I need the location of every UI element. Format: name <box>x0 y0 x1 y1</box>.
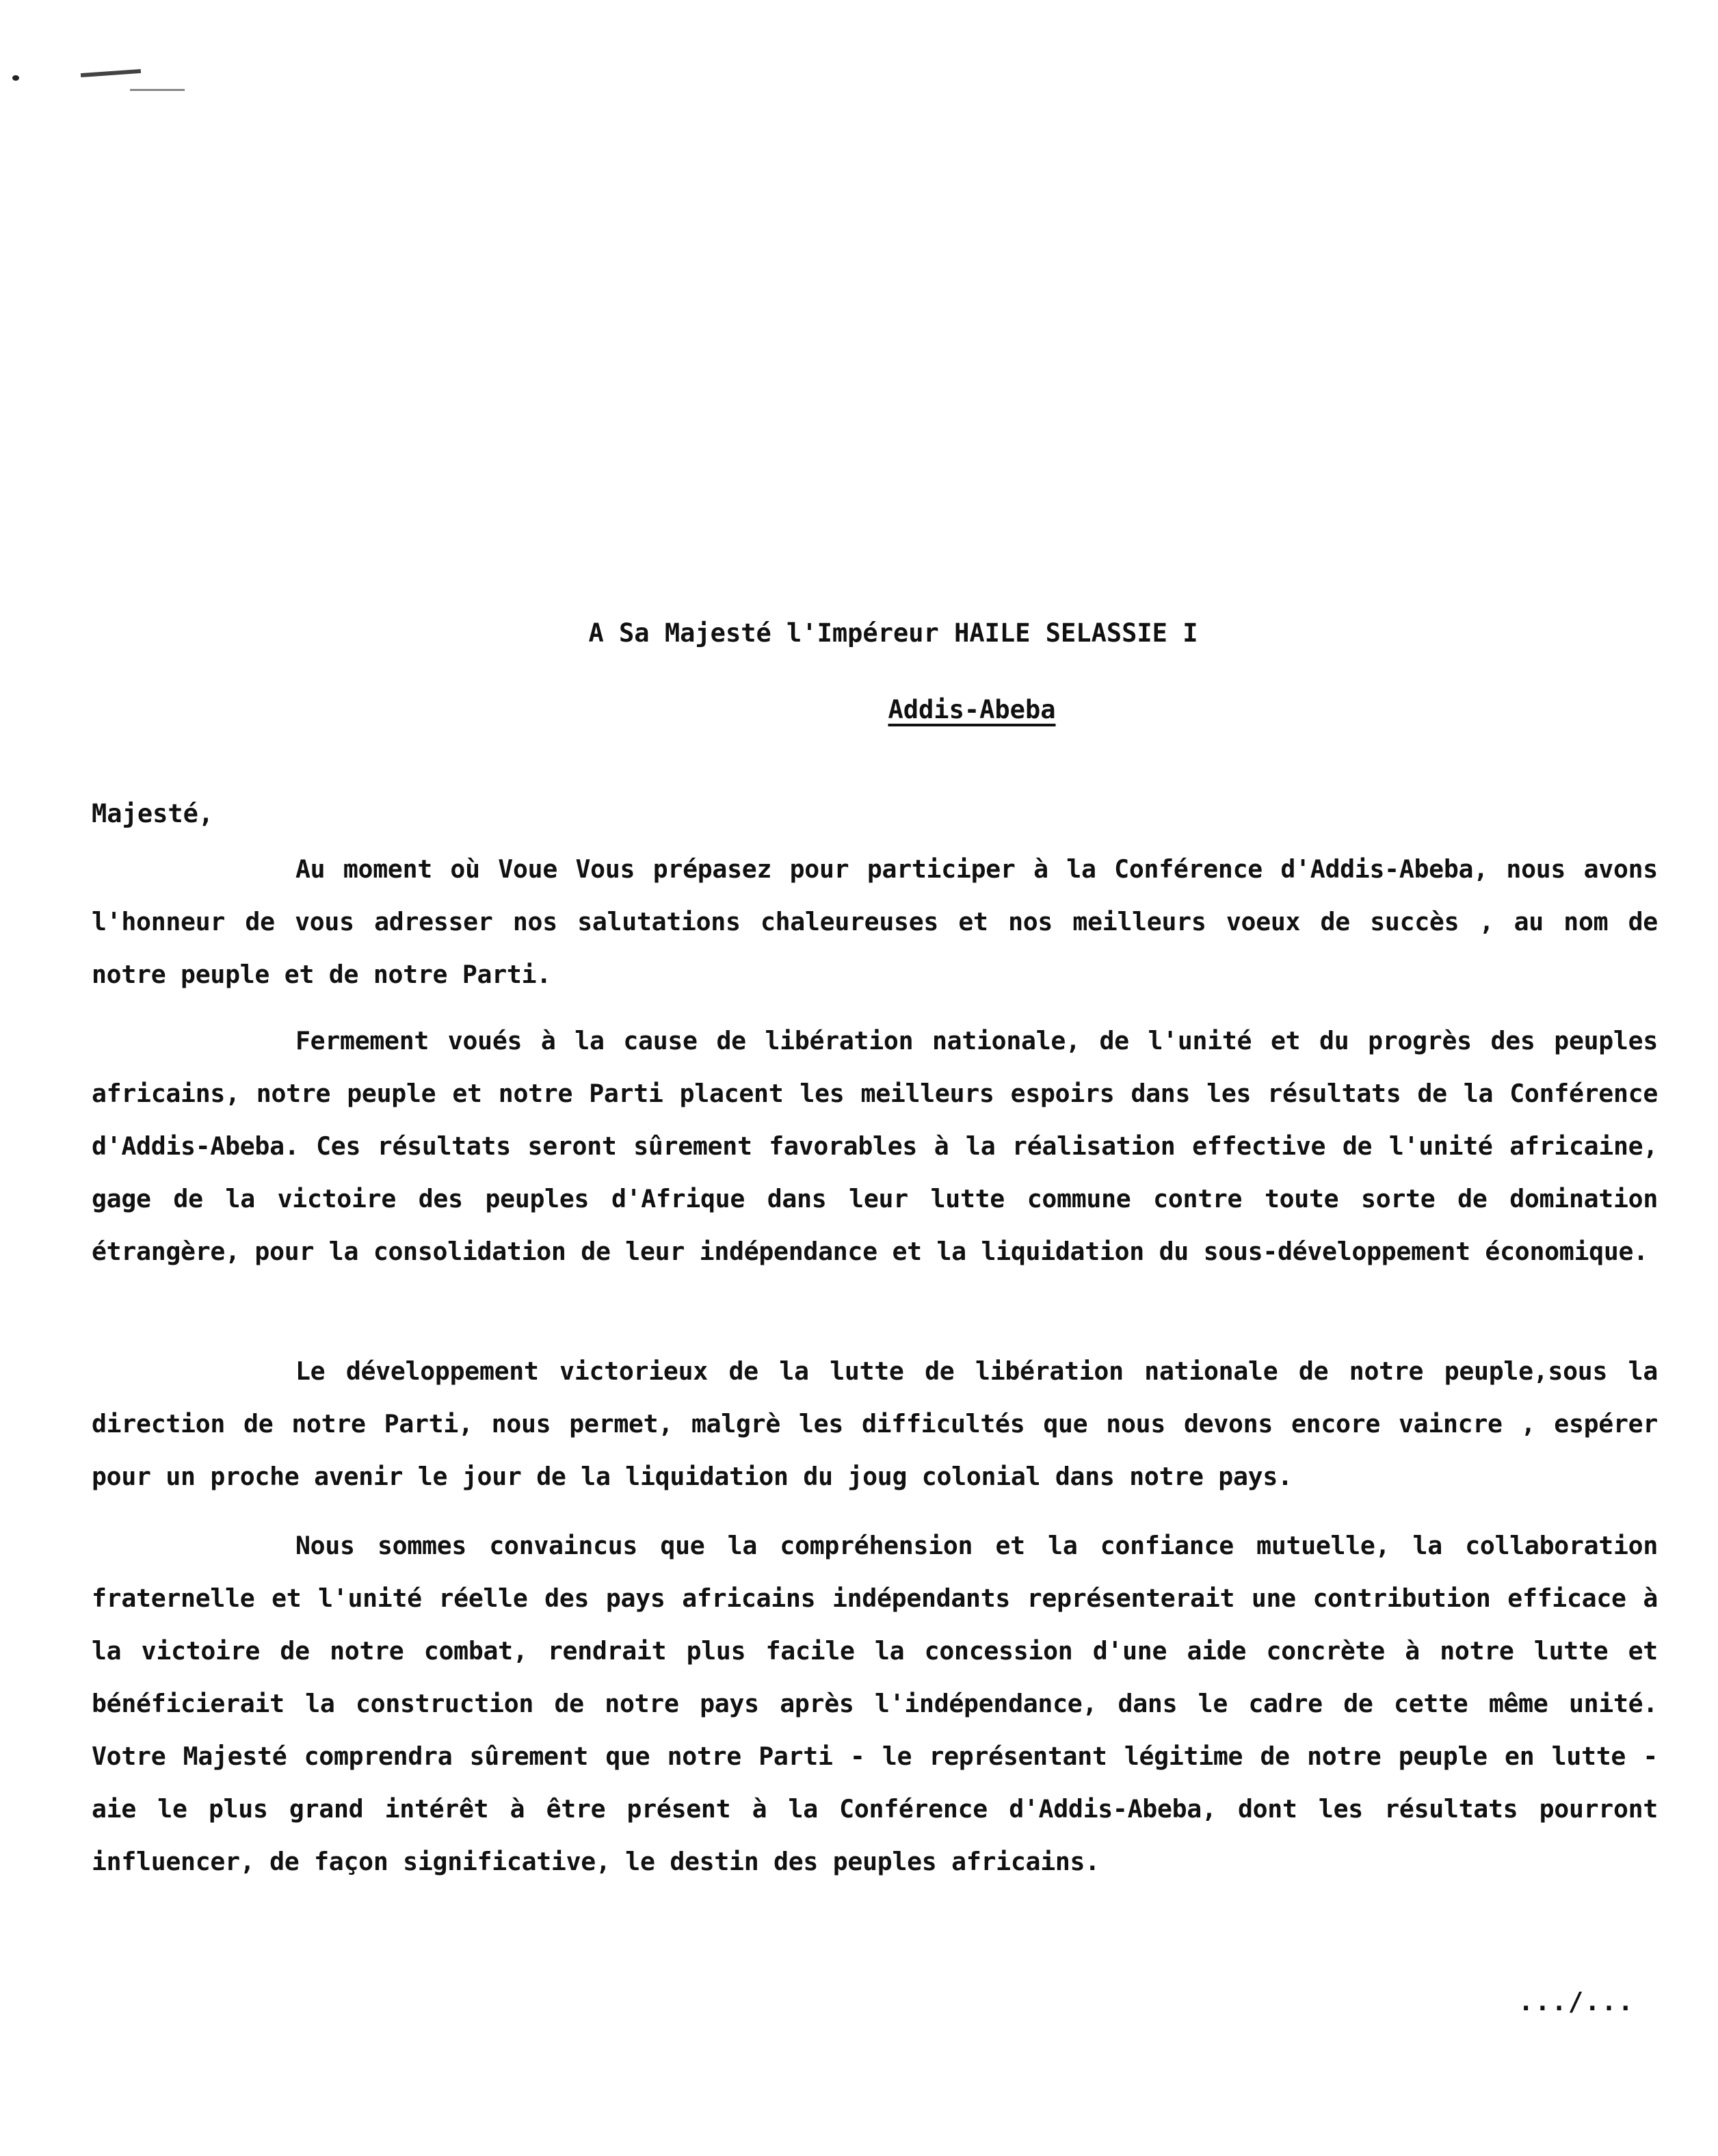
letter-paragraph: Le développement victorieux de la lutte de libération nationale de notre peuple,sous la direction de notre Parti, nous permet, malgrè les difficultés que nous devons encore vaincre , espérer pour un proche avenir le jour de la liquidation du joug colonial dans notre pays. <box>92 1356 1658 1491</box>
scan-speck <box>130 89 185 91</box>
letter-paragraph: Nous sommes convaincus que la compréhension et la confiance mutuelle, la collaboration fraternelle et l'unité réelle des pays africains indépendants représenterait une contribution efficace à la victoire de notre combat, rendrait plus facile la concession d'une aide concrète à notre lutte et bénéficierait la construction de notre pays après l'indépendance, dans le cadre de cette même unité. Votre Majesté comprendra sûrement que notre Parti - le représentant légitime de notre peuple en lutte - aie le plus grand intérêt à être présent à la Conférence d'Addis-Abeba, dont les résultats pourront influencer, de façon significative, le destin des peuples africains. <box>92 1531 1658 1876</box>
letter-paragraph: Au moment où Voue Vous prépasez pour participer à la Conférence d'Addis-Abeba, nous avons l'honneur de vous adresser nos salutations chaleureuses et nos meilleurs voeux de succès , au nom de notre peuple et de notre Parti. <box>92 854 1658 989</box>
page-continuation-mark: .../... <box>1518 1987 1635 2016</box>
scan-speck <box>12 75 19 81</box>
addressee-line: A Sa Majesté l'Impéreur HAILE SELASSIE I <box>588 618 1198 648</box>
scan-speck <box>81 69 141 77</box>
letter-paragraph: Fermement voués à la cause de libération nationale, de l'unité et du progrès des peuples africains, notre peuple et notre Parti placent les meilleurs espoirs dans les résultats de la Conférence d'Addis-Abeba. Ces résultats seront sûrement favorables à la réalisation effective de l'unité africaine, gage de la victoire des peuples d'Afrique dans leur lutte commune contre toute sorte de domination étrangère, pour la consolidation de leur indépendance et la liquidation du sous-développement économique. <box>92 1026 1658 1266</box>
place-heading: Addis-Abeba <box>888 695 1056 724</box>
salutation: Majesté, <box>92 799 214 828</box>
